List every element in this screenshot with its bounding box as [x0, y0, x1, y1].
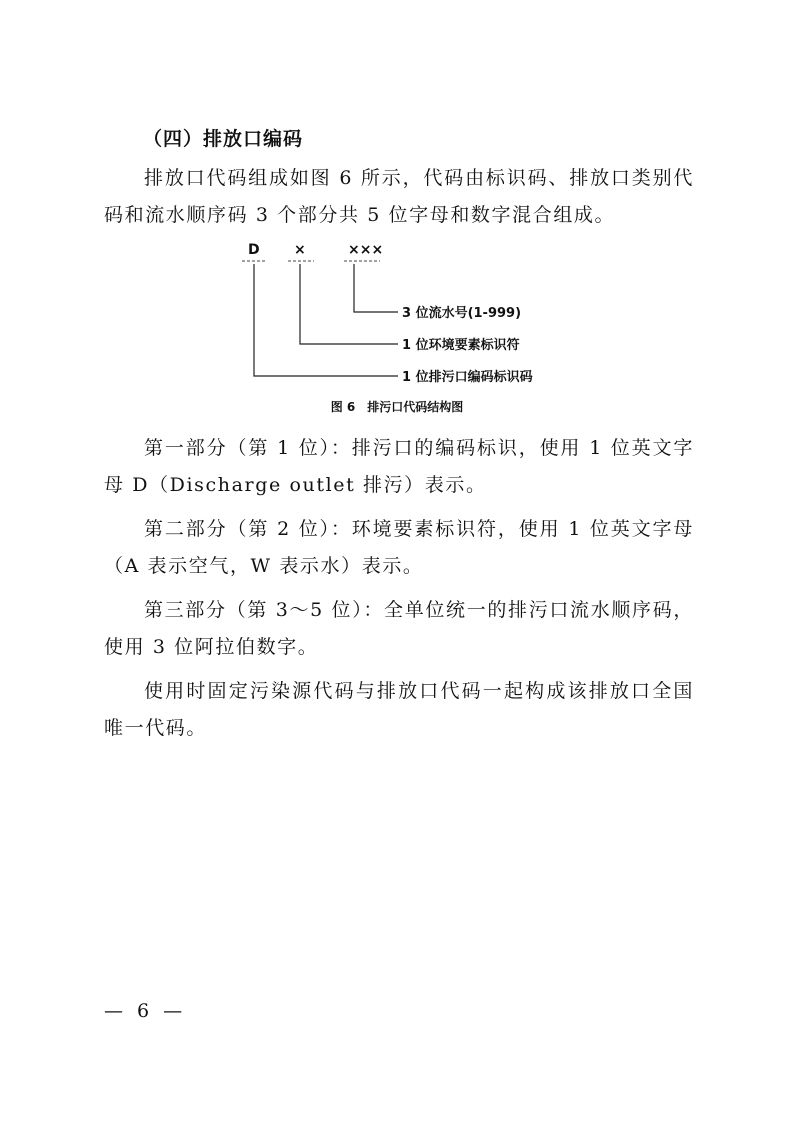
closing-paragraph: 使用时固定污染源代码与排放口代码一起构成该排放口全国唯一代码。: [104, 680, 694, 739]
figure-caption: 图 6 排污口代码结构图: [330, 400, 464, 414]
section-heading: （四）排放口编码: [143, 128, 304, 150]
code-letter-x: ×: [294, 242, 306, 258]
code-letter-d: D: [248, 242, 260, 258]
page-number: — 6 —: [104, 1000, 187, 1022]
label-env: 1 位环境要素标识符: [402, 338, 520, 353]
connector-id: [254, 264, 398, 376]
code-structure-figure: [230, 236, 570, 388]
label-serial: 3 位流水号(1-999): [402, 306, 522, 321]
code-letters-xxx: ×××: [348, 242, 384, 258]
label-id: 1 位排污口编码标识码: [402, 370, 533, 385]
part2-paragraph: 第二部分（第 2 位）：环境要素标识符，使用 1 位英文字母（A 表示空气，W 表示水）表示。: [104, 518, 694, 577]
connector-serial: [354, 264, 398, 312]
connector-env: [300, 264, 398, 344]
part1-paragraph: 第一部分（第 1 位）：排污口的编码标识，使用 1 位英文字母 D（Discharge outlet 排污）表示。: [104, 437, 694, 496]
code-structure-diagram: [230, 236, 570, 388]
part3-paragraph: 第三部分（第 3～5 位）：全单位统一的排污口流水顺序码，使用 3 位阿拉伯数字。: [104, 599, 694, 658]
intro-paragraph: 排放口代码组成如图 6 所示，代码由标识码、排放口类别代码和流水顺序码 3 个部分共 5 位字母和数字混合组成。: [104, 167, 694, 226]
